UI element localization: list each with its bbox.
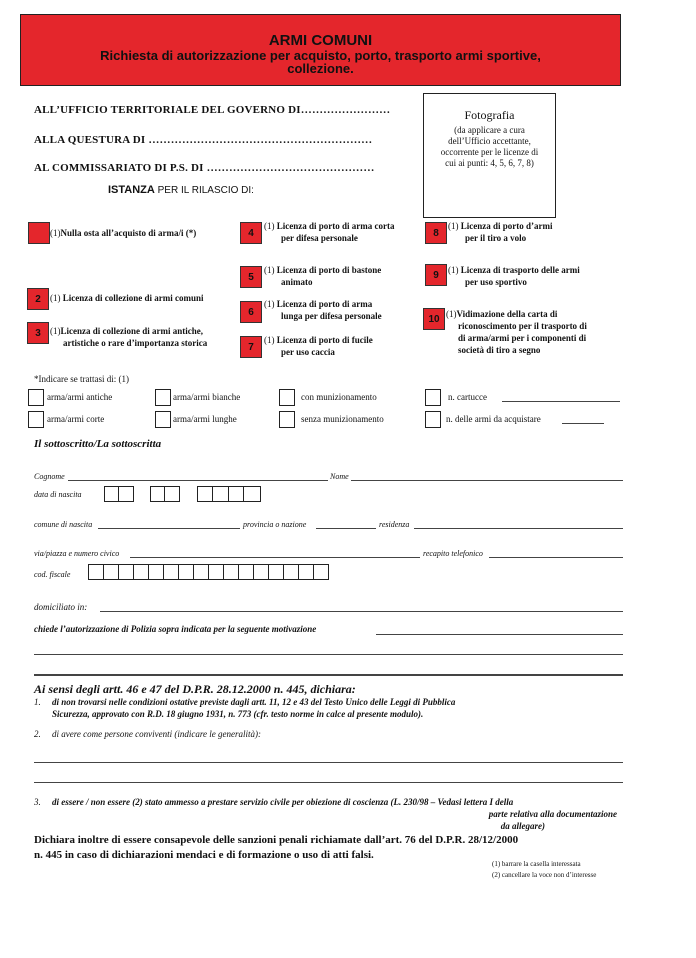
footnote-2: (2) cancellare la voce non d’interesse (492, 871, 597, 879)
nome-label: Nome (330, 472, 349, 481)
signer-heading: Il sottoscritto/La sottoscritta (34, 438, 162, 450)
option-4-checkbox[interactable]: 4 (240, 222, 262, 244)
option-3-label: (1)Licenza di collezione di armi antiche, artistiche o rare d’importanza storica (50, 326, 208, 348)
declaration-heading: Ai sensi degli artt. 46 e 47 del D.P.R. 28.12.2000 n. 445, dichiara: (34, 682, 356, 696)
option-1-label: (1)Nulla osta all’acquisto di arma/i (*) (50, 228, 197, 238)
comune-label: comune di nascita (34, 520, 93, 529)
checkbox-senza-munizionamento-label: senza munizionamento (301, 414, 384, 424)
photo-box[interactable] (423, 93, 556, 218)
checkbox-armi-lunghe[interactable] (155, 411, 171, 428)
domiciliato-label: domiciliato in: (34, 602, 88, 612)
option-6-label: (1) Licenza di porto di arma lunga per difesa personale (264, 299, 382, 321)
checkbox-armi-corte[interactable] (28, 411, 44, 428)
option-1-checkbox[interactable] (28, 222, 50, 244)
data-nascita-year[interactable] (197, 486, 261, 502)
istanza-bold: ISTANZA (108, 184, 155, 196)
form-subtitle-line1: Richiesta di autorizzazione per acquisto, porto, trasporto armi sportive, (100, 48, 541, 63)
conviventi-line-2[interactable] (34, 782, 623, 783)
checkbox-n-cartucce-label: n. cartucce (448, 392, 487, 402)
option-9-checkbox[interactable]: 9 (425, 264, 447, 286)
via-label: via/piazza e numero civico (34, 549, 120, 558)
option-10-label: (1)Vidimazione della carta di riconoscimento per il trasporto di di arma/armi per i componenti di società di tiro a segno (446, 309, 587, 355)
cod-fiscale-boxes[interactable] (88, 564, 329, 580)
cognome-label: Cognome (34, 472, 65, 481)
data-nascita-label: data di nascita (34, 490, 82, 499)
form-title-banner (20, 14, 621, 86)
motivazione-line-2[interactable] (34, 654, 623, 655)
checkbox-armi-bianche-label: arma/armi bianche (173, 392, 241, 402)
option-2-checkbox[interactable]: 2 (27, 288, 49, 310)
recapito-field[interactable] (489, 557, 623, 558)
cognome-field[interactable] (68, 480, 328, 481)
motivazione-field[interactable] (376, 634, 623, 635)
address-questura: ALLA QUESTURA DI …………………………………………………… (34, 134, 373, 146)
declaration-p3: di essere / non essere (2) stato ammesso a prestare servizio civile per obiezione di coscienza (L. 230/98 – Vedasi lettera I della parte relativa alla documentazione da allegare) (52, 797, 617, 831)
closing-statement-line2: n. 445 in caso di dichiarazioni mendaci e di formazione o uso di atti falsi. (34, 849, 374, 861)
checkbox-senza-munizionamento[interactable] (279, 411, 295, 428)
declaration-p2: di avere come persone conviventi (indicare le generalità): (52, 729, 262, 739)
istanza-rest: PER IL RILASCIO DI: (157, 185, 254, 196)
checkbox-n-armi[interactable] (425, 411, 441, 428)
comune-field[interactable] (98, 528, 240, 529)
istanza-heading (108, 184, 254, 196)
n-cartucce-line[interactable] (502, 401, 620, 402)
option-6-checkbox[interactable]: 6 (240, 301, 262, 323)
motivazione-label: chiede l’autorizzazione di Polizia sopra indicata per la seguente motivazione (34, 624, 317, 634)
checkbox-armi-corte-label: arma/armi corte (47, 414, 105, 424)
data-nascita-day[interactable] (104, 486, 134, 502)
option-9-label: (1) Licenza di trasporto delle armi per uso sportivo (448, 265, 580, 287)
provincia-label: provincia o nazione (243, 520, 307, 529)
photo-title: Fotografia (464, 108, 515, 122)
declaration-p3-num: 3. (34, 797, 41, 807)
checkbox-armi-bianche[interactable] (155, 389, 171, 406)
checkbox-con-munizionamento[interactable] (279, 389, 295, 406)
nome-field[interactable] (351, 480, 623, 481)
declaration-p2-num: 2. (34, 729, 41, 739)
checkbox-armi-antiche-label: arma/armi antiche (47, 392, 113, 402)
via-field[interactable] (130, 557, 420, 558)
n-armi-line[interactable] (562, 423, 604, 424)
photo-note-line1: (da applicare a cura (454, 125, 525, 135)
option-7-checkbox[interactable]: 7 (240, 336, 262, 358)
indicate-label: *Indicare se trattasi di: (1) (34, 374, 129, 384)
domiciliato-field[interactable] (100, 611, 623, 612)
photo-note-line3: occorrente per le licenze di (440, 147, 539, 157)
residenza-field[interactable] (414, 528, 623, 529)
address-commissariato: AL COMMISSARIATO DI P.S. DI ……………………………………… (34, 162, 375, 174)
option-8-checkbox[interactable]: 8 (425, 222, 447, 244)
checkbox-n-armi-label: n. delle armi da acquistare (446, 414, 541, 424)
declaration-p1-num: 1. (34, 697, 41, 707)
option-7-label: (1) Licenza di porto di fucile per uso caccia (264, 335, 373, 357)
data-nascita-month[interactable] (150, 486, 180, 502)
checkbox-armi-antiche[interactable] (28, 389, 44, 406)
option-10-checkbox[interactable]: 10 (423, 308, 445, 330)
motivazione-line-3[interactable] (34, 674, 623, 676)
form-subtitle-line2: collezione. (287, 61, 354, 76)
checkbox-armi-lunghe-label: arma/armi lunghe (173, 414, 237, 424)
address-ufficio: ALL’UFFICIO TERRITORIALE DEL GOVERNO DI…………………… (34, 104, 391, 116)
closing-statement-line1: Dichiara inoltre di essere consapevole delle sanzioni penali richiamate dall’art. 76 del D.P.R. 28/12/2000 (34, 834, 519, 846)
option-2-label: (1) Licenza di collezione di armi comuni (50, 293, 204, 303)
footnote-1: (1) barrare la casella interessata (492, 860, 581, 868)
checkbox-n-cartucce[interactable] (425, 389, 441, 406)
conviventi-line-1[interactable] (34, 762, 623, 763)
photo-note-line2: dell’Ufficio accettante, (448, 136, 531, 146)
recapito-label: recapito telefonico (423, 549, 483, 558)
photo-note-line4: cui ai punti: 4, 5, 6, 7, 8) (445, 158, 534, 168)
cod-fiscale-label: cod. fiscale (34, 570, 71, 579)
option-5-checkbox[interactable]: 5 (240, 266, 262, 288)
declaration-p1: di non trovarsi nelle condizioni ostative previste dagli artt. 11, 12 e 43 del Testo Unico delle Leggi di Pubblica Sicurezza, approvato con R.D. 18 giugno 1931, n. 773 (cfr. testo norme in calce al presente modulo). (52, 697, 456, 719)
option-8-label: (1) Licenza di porto d’armi per il tiro a volo (448, 221, 553, 243)
option-5-label: (1) Licenza di porto di bastone animato (264, 265, 382, 287)
residenza-label: residenza (379, 520, 410, 529)
form-title: ARMI COMUNI (268, 32, 373, 49)
checkbox-con-munizionamento-label: con munizionamento (301, 392, 377, 402)
provincia-field[interactable] (316, 528, 376, 529)
option-3-checkbox[interactable]: 3 (27, 322, 49, 344)
option-4-label: (1) Licenza di porto di arma corta per difesa personale (264, 221, 395, 243)
